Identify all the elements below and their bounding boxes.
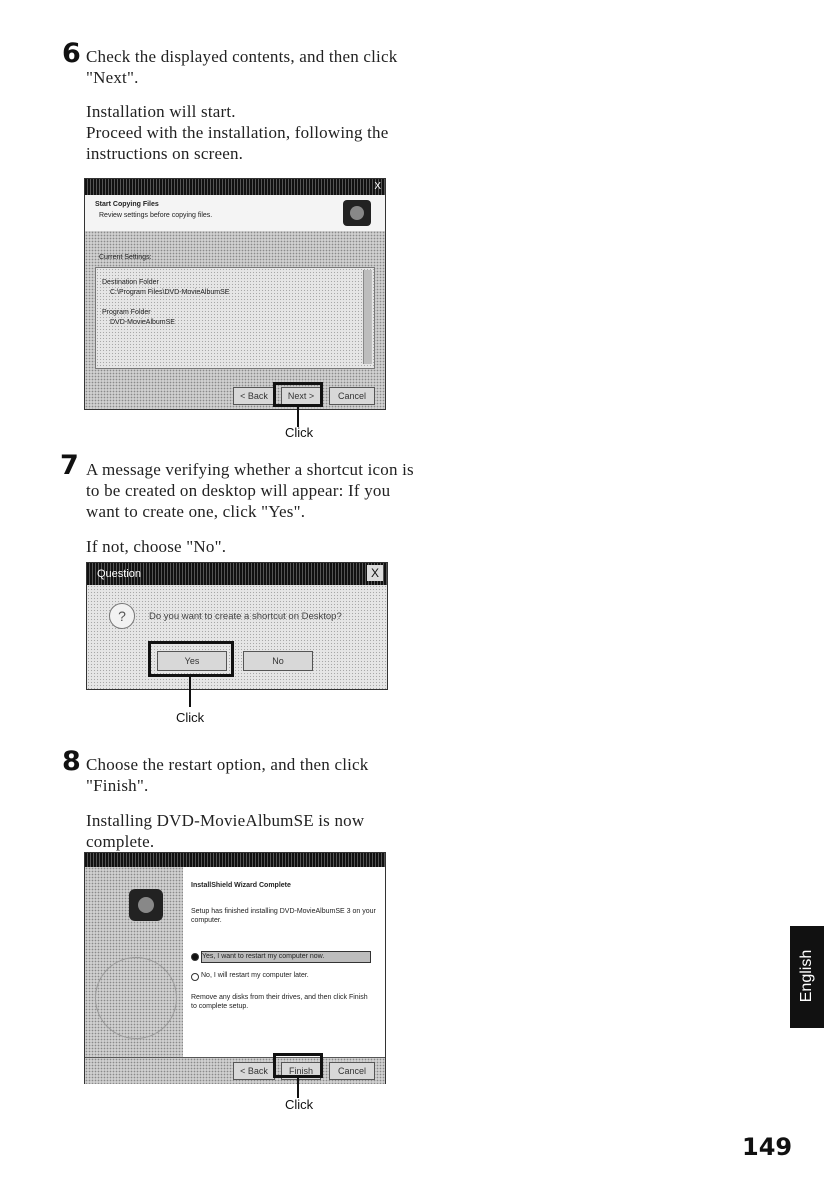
copy-files-subheading: Review settings before copying files. xyxy=(99,212,213,219)
step-8-note: Installing DVD-MovieAlbumSE is now xyxy=(86,811,365,830)
step-6-notes xyxy=(86,101,446,164)
yes-button[interactable]: Yes xyxy=(157,651,227,671)
callout-leader xyxy=(189,677,191,707)
close-icon[interactable]: X xyxy=(367,565,383,581)
step-8-note: complete. xyxy=(86,832,155,851)
copy-files-header xyxy=(85,195,385,232)
step-8-line: Choose the restart option, and then click xyxy=(86,755,369,774)
step-6-instruction xyxy=(86,46,446,88)
finish-heading: InstallShield Wizard Complete xyxy=(191,882,291,889)
settings-line: Program Folder xyxy=(102,309,151,316)
back-button[interactable]: < Back xyxy=(233,387,275,405)
back-button[interactable]: < Back xyxy=(233,1062,275,1080)
finish-button-bar xyxy=(85,1057,385,1084)
shortcut-dialog xyxy=(86,562,388,690)
step-6-note: Installation will start. xyxy=(86,102,236,121)
click-callout: Click xyxy=(285,1097,314,1112)
decorative-globe-icon xyxy=(95,957,177,1039)
step-6-line: Check the displayed contents, and then click xyxy=(86,47,398,66)
wizard-side-panel xyxy=(85,867,183,1057)
step-7-number: 7 xyxy=(60,450,79,481)
close-icon[interactable]: X xyxy=(374,181,381,192)
step-8-notes xyxy=(86,810,446,852)
language-tab xyxy=(790,926,824,1028)
step-7-notes xyxy=(86,536,446,557)
settings-line: DVD-MovieAlbumSE xyxy=(110,319,175,326)
copy-files-titlebar xyxy=(85,179,385,195)
finish-titlebar xyxy=(85,853,385,867)
question-icon: ? xyxy=(109,603,135,629)
step-7-instruction xyxy=(86,459,446,522)
copy-files-body xyxy=(85,231,385,409)
next-button-highlight xyxy=(273,382,323,407)
finish-button-highlight xyxy=(273,1053,323,1078)
cancel-button[interactable]: Cancel xyxy=(329,387,375,405)
current-settings-label: Current Settings: xyxy=(99,254,152,261)
step-6-note: Proceed with the installation, following the xyxy=(86,123,389,142)
step-6-number: 6 xyxy=(62,38,81,69)
next-button[interactable]: Next > xyxy=(281,387,321,405)
step-7-line: A message verifying whether a shortcut icon is xyxy=(86,460,414,479)
setup-logo-icon xyxy=(129,889,163,921)
yes-button-highlight xyxy=(148,641,234,677)
cancel-button[interactable]: Cancel xyxy=(329,1062,375,1080)
settings-scrollbar[interactable] xyxy=(363,270,372,364)
step-7-line: want to create one, click "Yes". xyxy=(86,502,306,521)
step-8-number: 8 xyxy=(62,746,81,777)
step-8-line: "Finish". xyxy=(86,776,149,795)
click-callout: Click xyxy=(176,710,205,725)
shortcut-message: Do you want to create a shortcut on Desktop? xyxy=(149,611,342,622)
copy-files-window xyxy=(84,178,386,410)
copy-files-heading: Start Copying Files xyxy=(95,201,159,208)
settings-listbox[interactable] xyxy=(95,267,375,369)
shortcut-dialog-body xyxy=(87,585,387,689)
restart-later-radio[interactable] xyxy=(191,973,199,981)
step-6-line: "Next". xyxy=(86,68,139,87)
restart-now-label[interactable]: Yes, I want to restart my computer now. xyxy=(201,951,371,963)
settings-line: Destination Folder xyxy=(102,279,159,286)
page-number: 149 xyxy=(742,1133,793,1161)
step-8-instruction xyxy=(86,754,446,796)
finish-content xyxy=(183,867,385,1057)
finish-window xyxy=(84,852,386,1084)
restart-now-radio[interactable] xyxy=(191,953,199,961)
shortcut-dialog-titlebar xyxy=(87,563,387,585)
finish-footer: Remove any disks from their drives, and then click Finish to complete setup. xyxy=(191,994,368,1010)
step-7-note: If not, choose "No". xyxy=(86,537,227,556)
settings-line: C:\Program Files\DVD-MovieAlbumSE xyxy=(110,289,230,296)
step-7-line: to be created on desktop will appear: If you xyxy=(86,481,391,500)
callout-leader xyxy=(297,1078,299,1098)
restart-later-label[interactable]: No, I will restart my computer later. xyxy=(201,972,309,979)
step-6-note: instructions on screen. xyxy=(86,144,244,163)
shortcut-dialog-title: Question xyxy=(97,568,142,580)
callout-leader xyxy=(297,407,299,427)
finish-button[interactable]: Finish xyxy=(281,1062,321,1080)
language-tab-label: English xyxy=(798,949,815,1003)
setup-logo-icon xyxy=(343,200,371,226)
no-button[interactable]: No xyxy=(243,651,313,671)
click-callout: Click xyxy=(285,425,314,440)
finish-body: Setup has finished installing DVD-MovieAlbumSE 3 on your computer. xyxy=(191,908,376,924)
